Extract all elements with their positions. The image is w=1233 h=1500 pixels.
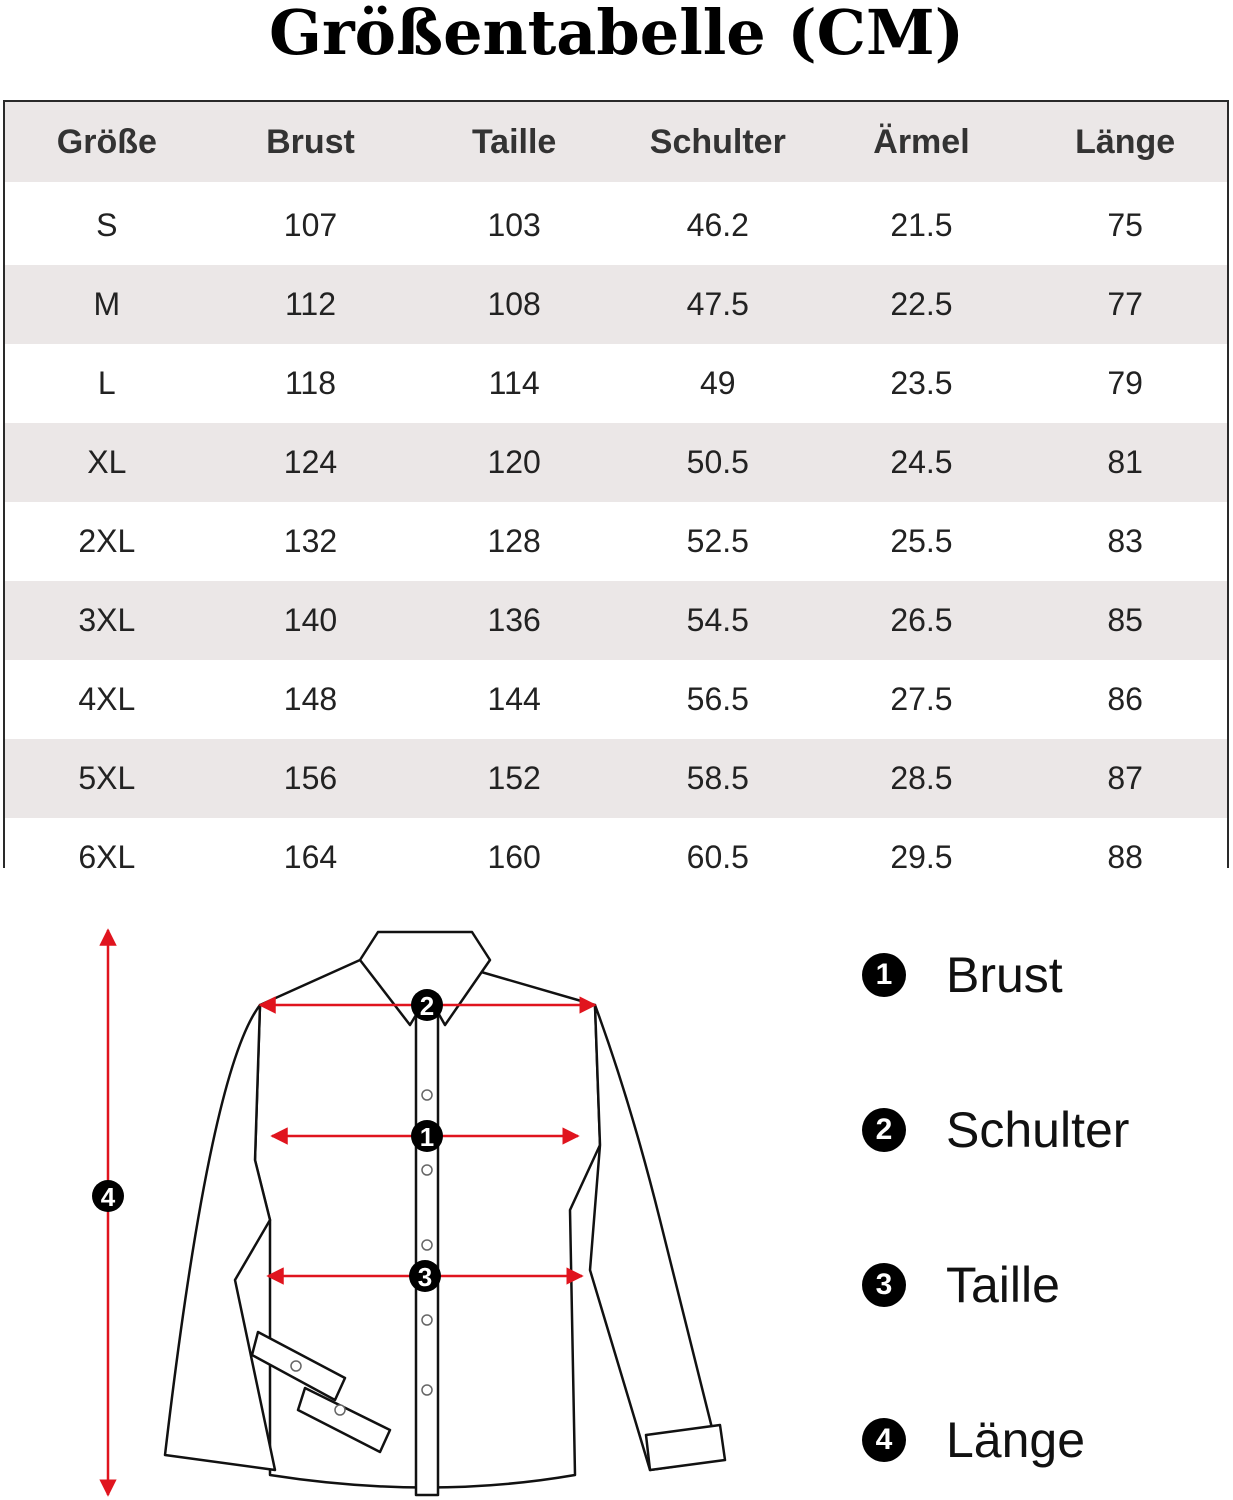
- table-cell: 83: [1023, 502, 1227, 581]
- table-cell: 77: [1023, 265, 1227, 344]
- table-cell: 6XL: [5, 818, 209, 897]
- table-cell: 25.5: [820, 502, 1024, 581]
- table-cell: 47.5: [616, 265, 820, 344]
- table-cell: XL: [5, 423, 209, 502]
- table-cell: 21.5: [820, 184, 1024, 265]
- legend-label: Schulter: [946, 1102, 1130, 1158]
- table-cell: 46.2: [616, 184, 820, 265]
- table-cell: 58.5: [616, 739, 820, 818]
- col-header-sleeve: Ärmel: [820, 102, 1024, 184]
- table-cell: 26.5: [820, 581, 1024, 660]
- col-header-waist: Taille: [412, 102, 616, 184]
- legend-label: Brust: [946, 947, 1063, 1003]
- table-cell: 54.5: [616, 581, 820, 660]
- table-cell: 120: [412, 423, 616, 502]
- table-cell: 140: [209, 581, 413, 660]
- table-cell: 60.5: [616, 818, 820, 897]
- table-cell: L: [5, 344, 209, 423]
- size-table: [3, 100, 1229, 875]
- diagram-marker-1: [411, 1120, 443, 1152]
- table-cell: 23.5: [820, 344, 1024, 423]
- legend-number: 1: [862, 953, 906, 997]
- table-row: [5, 660, 1227, 739]
- legend-item-shoulder: [862, 1090, 1129, 1170]
- legend-number: 3: [862, 1263, 906, 1307]
- legend-label: Taille: [946, 1257, 1060, 1313]
- table-row: [5, 502, 1227, 581]
- table-row: [5, 184, 1227, 265]
- table-cell: 56.5: [616, 660, 820, 739]
- legend-item-chest: [862, 935, 1063, 1015]
- table-cell: 81: [1023, 423, 1227, 502]
- shirt-outline-icon: [165, 932, 725, 1495]
- table-cell: 128: [412, 502, 616, 581]
- svg-text:2: 2: [419, 991, 435, 1021]
- table-row: [5, 739, 1227, 818]
- table-cell: 86: [1023, 660, 1227, 739]
- table-cell: 160: [412, 818, 616, 897]
- table-row: [5, 344, 1227, 423]
- table-cell: 132: [209, 502, 413, 581]
- legend-label: Länge: [946, 1412, 1086, 1468]
- table-cell: 24.5: [820, 423, 1024, 502]
- table-cell: 152: [412, 739, 616, 818]
- table-cell: 3XL: [5, 581, 209, 660]
- col-header-shoulder: Schulter: [616, 102, 820, 184]
- diagram-marker-4: [92, 1180, 124, 1212]
- table-cell: 27.5: [820, 660, 1024, 739]
- table-cell: 87: [1023, 739, 1227, 818]
- table-cell: 28.5: [820, 739, 1024, 818]
- legend-number: 2: [862, 1108, 906, 1152]
- table-cell: 148: [209, 660, 413, 739]
- legend-item-length: [862, 1400, 1085, 1480]
- svg-text:4: 4: [100, 1182, 116, 1212]
- table-cell: 22.5: [820, 265, 1024, 344]
- col-header-length: Länge: [1023, 102, 1227, 184]
- table-cell: 29.5: [820, 818, 1024, 897]
- table-cell: 5XL: [5, 739, 209, 818]
- table-cell: 2XL: [5, 502, 209, 581]
- table-cell: 112: [209, 265, 413, 344]
- legend-item-waist: [862, 1245, 1060, 1325]
- table-cell: 108: [412, 265, 616, 344]
- table-row: [5, 423, 1227, 502]
- table-cell: 50.5: [616, 423, 820, 502]
- table-row: [5, 581, 1227, 660]
- page-title: Größentabelle (CM): [269, 0, 964, 69]
- table-cell: 79: [1023, 344, 1227, 423]
- table-cell: 118: [209, 344, 413, 423]
- table-cell: 52.5: [616, 502, 820, 581]
- svg-text:1: 1: [419, 1122, 435, 1152]
- diagram-marker-2: [411, 989, 443, 1021]
- table-cell: 107: [209, 184, 413, 265]
- table-cell: 124: [209, 423, 413, 502]
- table-cell: 75: [1023, 184, 1227, 265]
- table-cell: 136: [412, 581, 616, 660]
- legend-number: 4: [862, 1418, 906, 1462]
- svg-text:3: 3: [417, 1262, 433, 1292]
- table-cell: 4XL: [5, 660, 209, 739]
- table-cell: 144: [412, 660, 616, 739]
- table-header-row: [5, 102, 1227, 184]
- table-cell: 156: [209, 739, 413, 818]
- table-cell: S: [5, 184, 209, 265]
- table-cell: 88: [1023, 818, 1227, 897]
- col-header-chest: Brust: [209, 102, 413, 184]
- measurement-legend: [862, 930, 1222, 1490]
- table-cell: 49: [616, 344, 820, 423]
- table-cell: 114: [412, 344, 616, 423]
- table-cell: 103: [412, 184, 616, 265]
- table-cell: M: [5, 265, 209, 344]
- col-header-size: Größe: [5, 102, 209, 184]
- diagram-marker-3: [409, 1260, 441, 1292]
- table-row: [5, 818, 1227, 897]
- shirt-diagram: [60, 900, 780, 1500]
- table-cell: 164: [209, 818, 413, 897]
- table-row: [5, 265, 1227, 344]
- table-body: [5, 184, 1227, 897]
- table-cell: 85: [1023, 581, 1227, 660]
